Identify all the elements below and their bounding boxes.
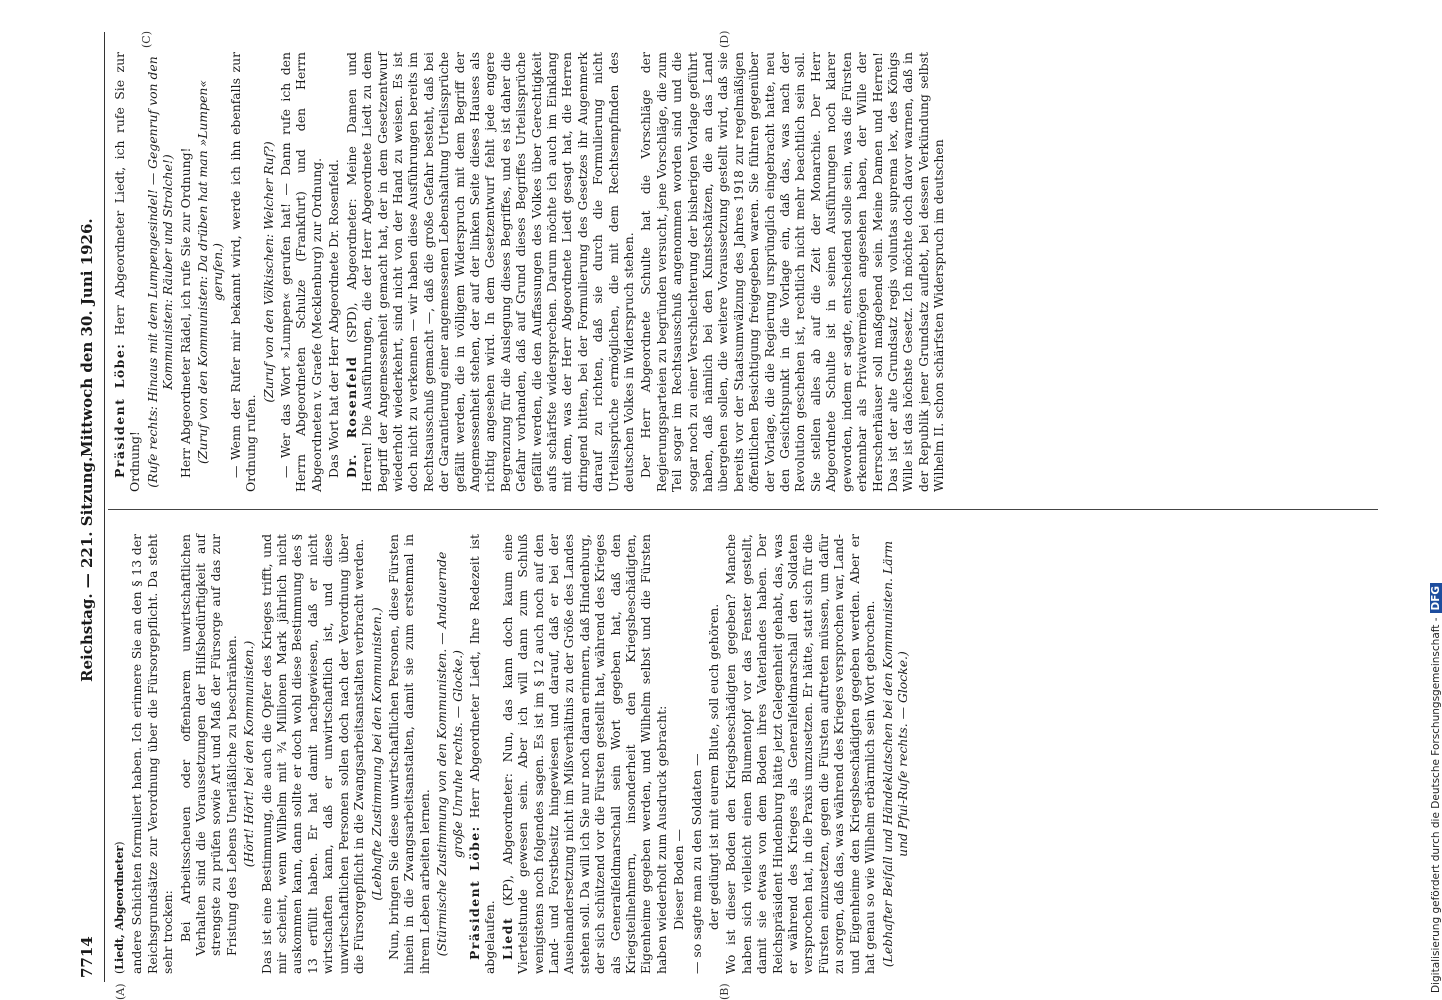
paragraph: Herr Abgeordneter Rädel, ich rufe Sie zur Ordnung!	[177, 147, 193, 478]
speaker-name: Dr. Rosenfeld	[343, 355, 359, 478]
speech-start: Dr. Rosenfeld (SPD), Abgeordneter: Meine Damen und Herren! Die Ausführungen, die der Herr Abgeordnete Liedt zu dem Begriff der Angemessenheit gemacht hat, der in dem Gesetzentwurf wiederholt wiederkehrt, sind nicht von der Hand zu weisen. Es ist doch nicht zu verkennen — wir haben diese Ausführungen bereits im Rechtsausschuß gemacht —, daß die große Gefahr besteht, daß bei der Garantierung einer angemessenen Lebenshaltung Urteilssprüche gefällt werden, die in völligem Widerspruch mit dem Begriff der Angemessenheit stehen, der auf der linken Seite dieses Hauses als richtig angesehen wird. In dem Gesetzentwurf fehlt jede engere Begrenzung für die Auslegung dieses Begriffes, und es ist daher die Gefahr vorhanden, daß auf Grund dieses Begriffes Urteilssprüche gefällt werden, die den Auffassungen des Volkes über Gerechtigkeit aufs schärfste widersprechen. Darum möchte ich auch im Einklang mit dem, was der Herr Abgeordnete Liedt gesagt hat, die Herren dringend bitten, bei der Formulierung des Gesetzes ihr Augenmerk darauf zu richten, daß sie durch die Formulierung nicht Urteilssprüche ermöglichen, die mit dem Rechtsempfinden des deutschen Volkes in Widerspruch stehen.	[343, 52, 636, 492]
page-header	[78, 32, 100, 982]
paragraph: andere Schichten formuliert haben. Ich erinnere Sie an den § 13 der Reichsgrundsätze zur Verordnung über die Fürsorgepflicht. Da steht sehr trocken:	[129, 534, 176, 974]
quotation: Dieser Boden —	[671, 829, 687, 930]
margin-marker-d: (D)	[718, 30, 731, 48]
paragraph: Das Wort hat der Herr Abgeordnete Dr. Rosenfeld.	[326, 159, 342, 478]
margin-marker-b: (B)	[718, 983, 731, 1000]
header-session: Reichstag. — 221. Sitzung.	[78, 456, 96, 682]
speech-start: Liedt (KP), Abgeordneter: Nun, das kann doch kaum eine Viertelstunde gewesen sein. Aber ich will dann zum Schluß wenigstens noch folgendes sagen. Es ist im § 12 auch noch auf den Land- und Forstbesitz hingewiesen und darauf, daß er bei der Auseinandersetzung nicht im Mißverhältnis zu der Größe des Landes stehen soll. Da will ich Sie nur noch daran erinnern, daß Hindenburg, der sich schützend vor die Fürsten gestellt hat, während des Krieges als Generalfeldmarschall sein Wort gegeben hat, daß den Kriegsteilnehmern, insonderheit den Kriegsbeschädigten, Eigenheime gegeben werden, und Wilhelm selbst und die Fürsten haben wiederholt zum Ausdruck gebracht:	[499, 534, 669, 974]
aside: — so sagte man zu den Soldaten —	[688, 753, 704, 974]
paragraph: Nun, bringen Sie diese unwirtschaftlichen Personen, diese Fürsten hinein in die Zwangsarbeitsanstalten, damit sie zum erstenmal in ihrem Leben arbeiten lernen.	[385, 534, 432, 974]
right-column	[112, 52, 949, 492]
interjection: (Hört! Hört! bei den Kommunisten.)	[241, 640, 257, 868]
interjection: (Zuruf von den Kommunisten: Da drüben hat man »Lumpen« gerufen.)	[195, 80, 226, 464]
speaker-name: Liedt	[499, 916, 515, 960]
interjection: (Stürmische Zustimmung von den Kommunisten. — Andauernde große Unruhe rechts. — Glocke.)	[434, 551, 465, 957]
president-remark: Präsident Löbe: Herr Abgeordneter Liedt, ich rufe Sie zur Ordnung!	[112, 52, 143, 492]
speaker-name: Präsident Löbe:	[112, 342, 127, 478]
dfg-logo: DFG	[1430, 583, 1442, 614]
paragraph: Der Herr Abgeordnete Schulte hat die Vorschläge der Regierungsparteien zu begründen versucht, jene Vorschläge, die zum Teil sogar im Rechtsausschuß angenommen worden sind und die sogar noch zu einer Verschlechterung der bisherigen Vorlage geführt haben, daß nämlich bei den Kunstschätzen, die an das Land übergehen sollen, die weitere Voraussetzung gestellt wird, daß sie bereits vor der Staatsumwälzung des Jahres 1918 zur regelmäßigen öffentlichen Besichtigung freigegeben waren. Sie führen gegenüber der Vorlage, die die Regierung ursprünglich eingebracht hatte, neu den Gesichtspunkt in die Vorlage ein, daß das, was nach der Revolution geschehen ist, rechtlich nicht mehr beachtlich sein soll. Sie stellen alles ab auf die Zeit der Monarchie. Der Herr Abgeordnete Schulte ist in seinen Ausführungen noch klarer geworden, indem er sagte, entscheidend solle sein, was die Fürsten erkennbar als Privatvermögen angesehen haben, der Wille der Herrscherhäuser soll maßgebend sein. Meine Damen und Herren! Das ist der alte Grundsatz regis voluntas suprema lex, des Königs Wille ist das höchste Gesetz. Ich möchte doch davor warnen, daß in der Republik jener Grundsatz auflebt, bei dessen Verkündung selbst Wilhelm II. schon schärfsten Widerspruch im deutschen	[638, 52, 947, 492]
paragraph: Das ist eine Bestimmung, die auch die Opfer des Krieges trifft, und mir scheint, wenn Wilhelm mit ¾ Millionen Mark jährlich nicht auskommen kann, dann sollte er doch wohl diese Bestimmung des § 13 erfüllt haben. Er hat damit nachgewiesen, daß er nicht wirtschaften kann, daß er unwirtschaftlich ist, und diese unwirtschaftlichen Personen sollen doch nach der Verordnung über die Fürsorgepflicht in die Zwangsarbeitsanstalten verbracht werden.	[258, 534, 367, 974]
header-rule	[104, 32, 105, 982]
interjection: (Rufe rechts: Hinaus mit dem Lumpengesindel! — Gegenruf von den Kommunisten: Räuber und Strolche!)	[144, 56, 176, 488]
margin-marker-c: (C)	[140, 31, 153, 48]
column-separator	[108, 509, 1378, 510]
speaker-name: Präsident Löbe:	[466, 825, 482, 960]
president-remark: Präsident Löbe: Herr Abgeordneter Liedt, Ihre Redezeit ist abgelaufen.	[466, 534, 498, 974]
digitization-credit: Digitalisierung gefördert durch die Deutsche Forschungsgemeinschaft -DFG	[1430, 13, 1442, 993]
document-page	[78, 30, 1380, 1000]
margin-marker-a: (A)	[114, 983, 127, 1000]
interjection: (Lebhafter Beifall und Händeklatschen bei den Kommunisten. Lärm und Pfui-Rufe rechts. — Glocke.)	[879, 540, 910, 968]
paragraph: — Wenn der Rufer mir bekannt wird, werde ich ihn ebenfalls zur Ordnung rufen.	[227, 52, 259, 492]
quotation: der gedüngt ist mit eurem Blute, soll euch gehören.	[706, 603, 722, 930]
interjection: (Lebhafte Zustimmung bei den Kommunisten.)	[368, 607, 384, 901]
left-column	[112, 534, 912, 974]
header-date: Mittwoch den 30. Juni 1926.	[78, 218, 96, 457]
speaker-continuation: (Liedt, Abgeordneter)	[113, 841, 126, 974]
page-number: 7714	[78, 936, 96, 978]
quotation: Bei Arbeitsscheuen oder offenbarem unwirtschaftlichen Verhalten sind die Voraussetzungen der Hilfsbedürftigkeit auf strengste zu prüfen sowie Art und Maß der Fürsorge auf das zur Fristung des Lebens Unerläßliche zu beschränken.	[177, 534, 239, 956]
interjection: (Zuruf von den Völkischen: Welcher Ruf?)	[260, 141, 276, 403]
paragraph: — Wer das Wort »Lumpen« gerufen hat! — Dann rufe ich den Herrn Abgeordneten Schulze (Frankfurt) und den Herrn Abgeordneten v. Graefe (Mecklenburg) zur Ordnung.	[278, 52, 324, 492]
paragraph: Wo ist dieser Boden den Kriegsbeschädigten gegeben? Manche haben sich vielleicht einen Blumentopf vor das Fenster gestellt, damit sie etwas von dem Boden ihres Vaterlandes haben. Der Reichspräsident Hindenburg hätte jetzt Gelegenheit gehabt, das, was er während des Krieges als Generalfeldmarschall den Soldaten versprochen hat, in die Praxis umzusetzen. Er hätte, statt sich für die Fürsten einzusetzen, gegen die Fürsten auftreten müssen, um dafür zu sorgen, daß das, was während des Krieges versprochen war, Land- und Eigenheime den Kriegsbeschädigten gegeben werden. Aber er hat genau so wie Wilhelm erbärmlich sein Wort gebrochen.	[723, 534, 878, 974]
